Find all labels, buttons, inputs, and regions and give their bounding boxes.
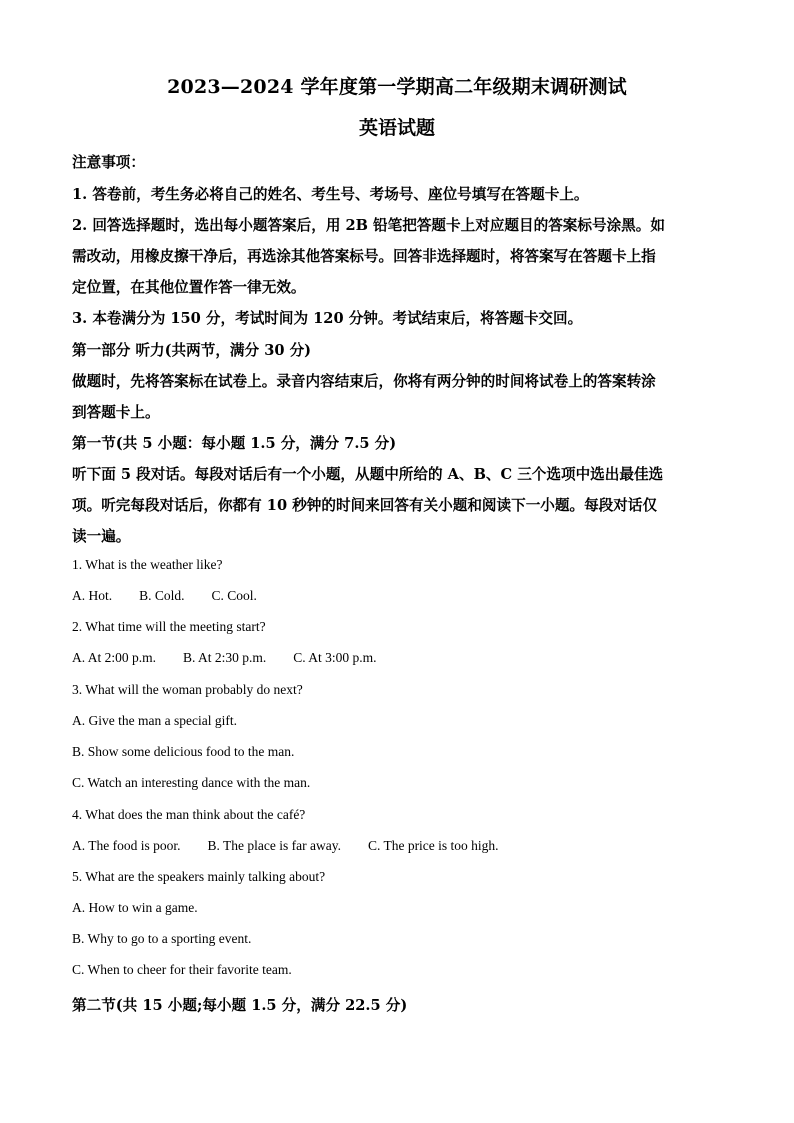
question-2: 2. What time will the meeting start?: [72, 619, 266, 634]
exam-title: 2023—2024 学年度第一学期高二年级期末调研测试: [167, 76, 627, 98]
section2-heading: 第二节(共 15 小题;每小题 1.5 分，满分 22.5 分): [72, 997, 408, 1014]
question-4: 4. What does the man think about the café?: [72, 807, 306, 822]
question-5-option-c: C. When to cheer for their favorite team.: [72, 962, 292, 977]
notice-heading: 注意事项：: [72, 154, 145, 171]
part1-heading: 第一部分 听力(共两节，满分 30 分): [72, 342, 312, 359]
notice-item-2-line-2: 需改动，用橡皮擦干净后，再选涂其他答案标号。回答非选择题时，将答案写在答题卡上指: [72, 248, 656, 265]
notice-item-2-line-3: 定位置，在其他位置作答一律无效。: [72, 279, 306, 296]
notice-item-2-line-1: 2. 回答选择题时，选出每小题答案后，用 2B 铅笔把答题卡上对应题目的答案标号涂黑。如: [72, 217, 665, 234]
notice-item-3: 3. 本卷满分为 150 分，考试时间为 120 分钟。考试结束后，将答题卡交回。: [72, 310, 583, 327]
question-3-option-b: B. Show some delicious food to the man.: [72, 744, 295, 759]
notice-item-1: 1. 答卷前，考生务必将自己的姓名、考生号、考场号、座位号填写在答题卡上。: [72, 186, 589, 203]
question-5: 5. What are the speakers mainly talking about?: [72, 869, 326, 884]
exam-subtitle: 英语试题: [358, 117, 435, 139]
section1-instruction-line-2: 项。听完每段对话后，你都有 10 秒钟的时间来回答有关小题和阅读下一小题。每段对话仅: [72, 497, 658, 514]
question-1-options: A. Hot. B. Cold. C. Cool.: [72, 588, 257, 603]
question-4-options: A. The food is poor. B. The place is far away. C. The price is too high.: [72, 838, 499, 853]
part1-intro-line-1: 做题时，先将答案标在试卷上。录音内容结束后，你将有两分钟的时间将试卷上的答案转涂: [72, 373, 656, 390]
section1-heading: 第一节(共 5 小题：每小题 1.5 分，满分 7.5 分): [72, 435, 397, 452]
section1-instruction-line-3: 读一遍。: [72, 528, 131, 545]
question-3-option-c: C. Watch an interesting dance with the man.: [72, 775, 311, 790]
question-2-options: A. At 2:00 p.m. B. At 2:30 p.m. C. At 3:00 p.m.: [72, 650, 377, 665]
question-3: 3. What will the woman probably do next?: [72, 682, 303, 697]
section1-instruction-line-1: 听下面 5 段对话。每段对话后有一个小题，从题中所给的 A、B、C 三个选项中选出最佳选: [72, 466, 664, 483]
question-3-option-a: A. Give the man a special gift.: [72, 713, 237, 728]
question-1: 1. What is the weather like?: [72, 557, 223, 572]
question-5-option-b: B. Why to go to a sporting event.: [72, 931, 252, 946]
question-5-option-a: A. How to win a game.: [72, 900, 198, 915]
part1-intro-line-2: 到答题卡上。: [72, 404, 160, 421]
